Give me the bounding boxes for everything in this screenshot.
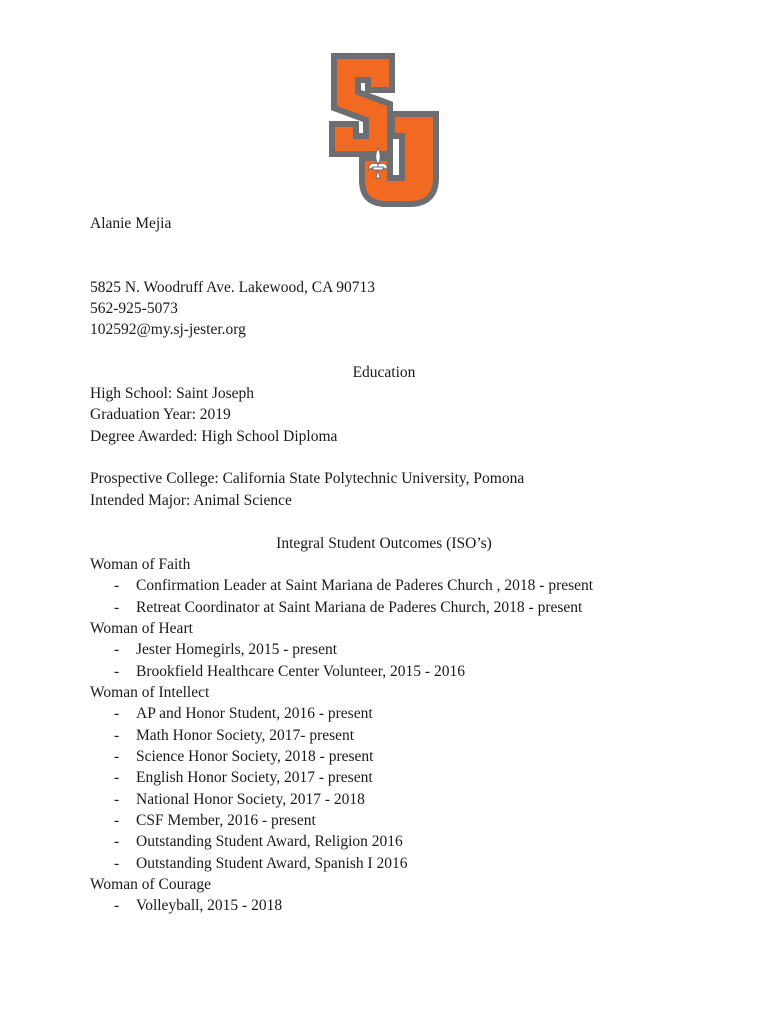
list-item: - Outstanding Student Award, Religion 2016 xyxy=(114,833,403,850)
list-item: - Jester Homegirls, 2015 - present xyxy=(114,641,338,658)
list-item: - English Honor Society, 2017 - present xyxy=(114,769,373,786)
section-title: Woman of Courage xyxy=(90,876,211,893)
sj-school-logo-icon xyxy=(322,46,446,210)
prospective-college: Prospective College: California State Polytechnic University, Pomona xyxy=(90,470,525,487)
logo-letter-s xyxy=(332,56,392,154)
list-item: - Volleyball, 2015 - 2018 xyxy=(114,897,283,914)
iso-heading: Integral Student Outcomes (ISO’s) xyxy=(276,535,492,552)
list-item: - Retreat Coordinator at Saint Mariana de Paderes Church, 2018 - present xyxy=(114,599,583,616)
education-heading: Education xyxy=(352,364,416,381)
intended-major: Intended Major: Animal Science xyxy=(90,492,292,509)
section-title: Woman of Intellect xyxy=(90,684,210,701)
list-item: - Science Honor Society, 2018 - present xyxy=(114,748,374,765)
address: 5825 N. Woodruff Ave. Lakewood, CA 90713 xyxy=(90,279,376,296)
list-item: - Math Honor Society, 2017- present xyxy=(114,727,355,744)
list-item: - Brookfield Healthcare Center Volunteer, 2015 - 2016 xyxy=(114,663,465,680)
list-item: - CSF Member, 2016 - present xyxy=(114,812,316,829)
applicant-name: Alanie Mejia xyxy=(90,215,172,232)
list-item: - National Honor Society, 2017 - 2018 xyxy=(114,791,365,808)
phone: 562-925-5073 xyxy=(90,300,178,317)
graduation-year: Graduation Year: 2019 xyxy=(90,406,231,423)
list-item: - Outstanding Student Award, Spanish I 2016 xyxy=(114,855,408,872)
list-item: - Confirmation Leader at Saint Mariana de Paderes Church , 2018 - present xyxy=(114,577,594,594)
list-item: - AP and Honor Student, 2016 - present xyxy=(114,705,373,722)
email: 102592@my.sj-jester.org xyxy=(90,321,246,338)
degree-awarded: Degree Awarded: High School Diploma xyxy=(90,428,338,445)
high-school: High School: Saint Joseph xyxy=(90,385,255,402)
section-title: Woman of Faith xyxy=(90,556,191,573)
section-title: Woman of Heart xyxy=(90,620,193,637)
